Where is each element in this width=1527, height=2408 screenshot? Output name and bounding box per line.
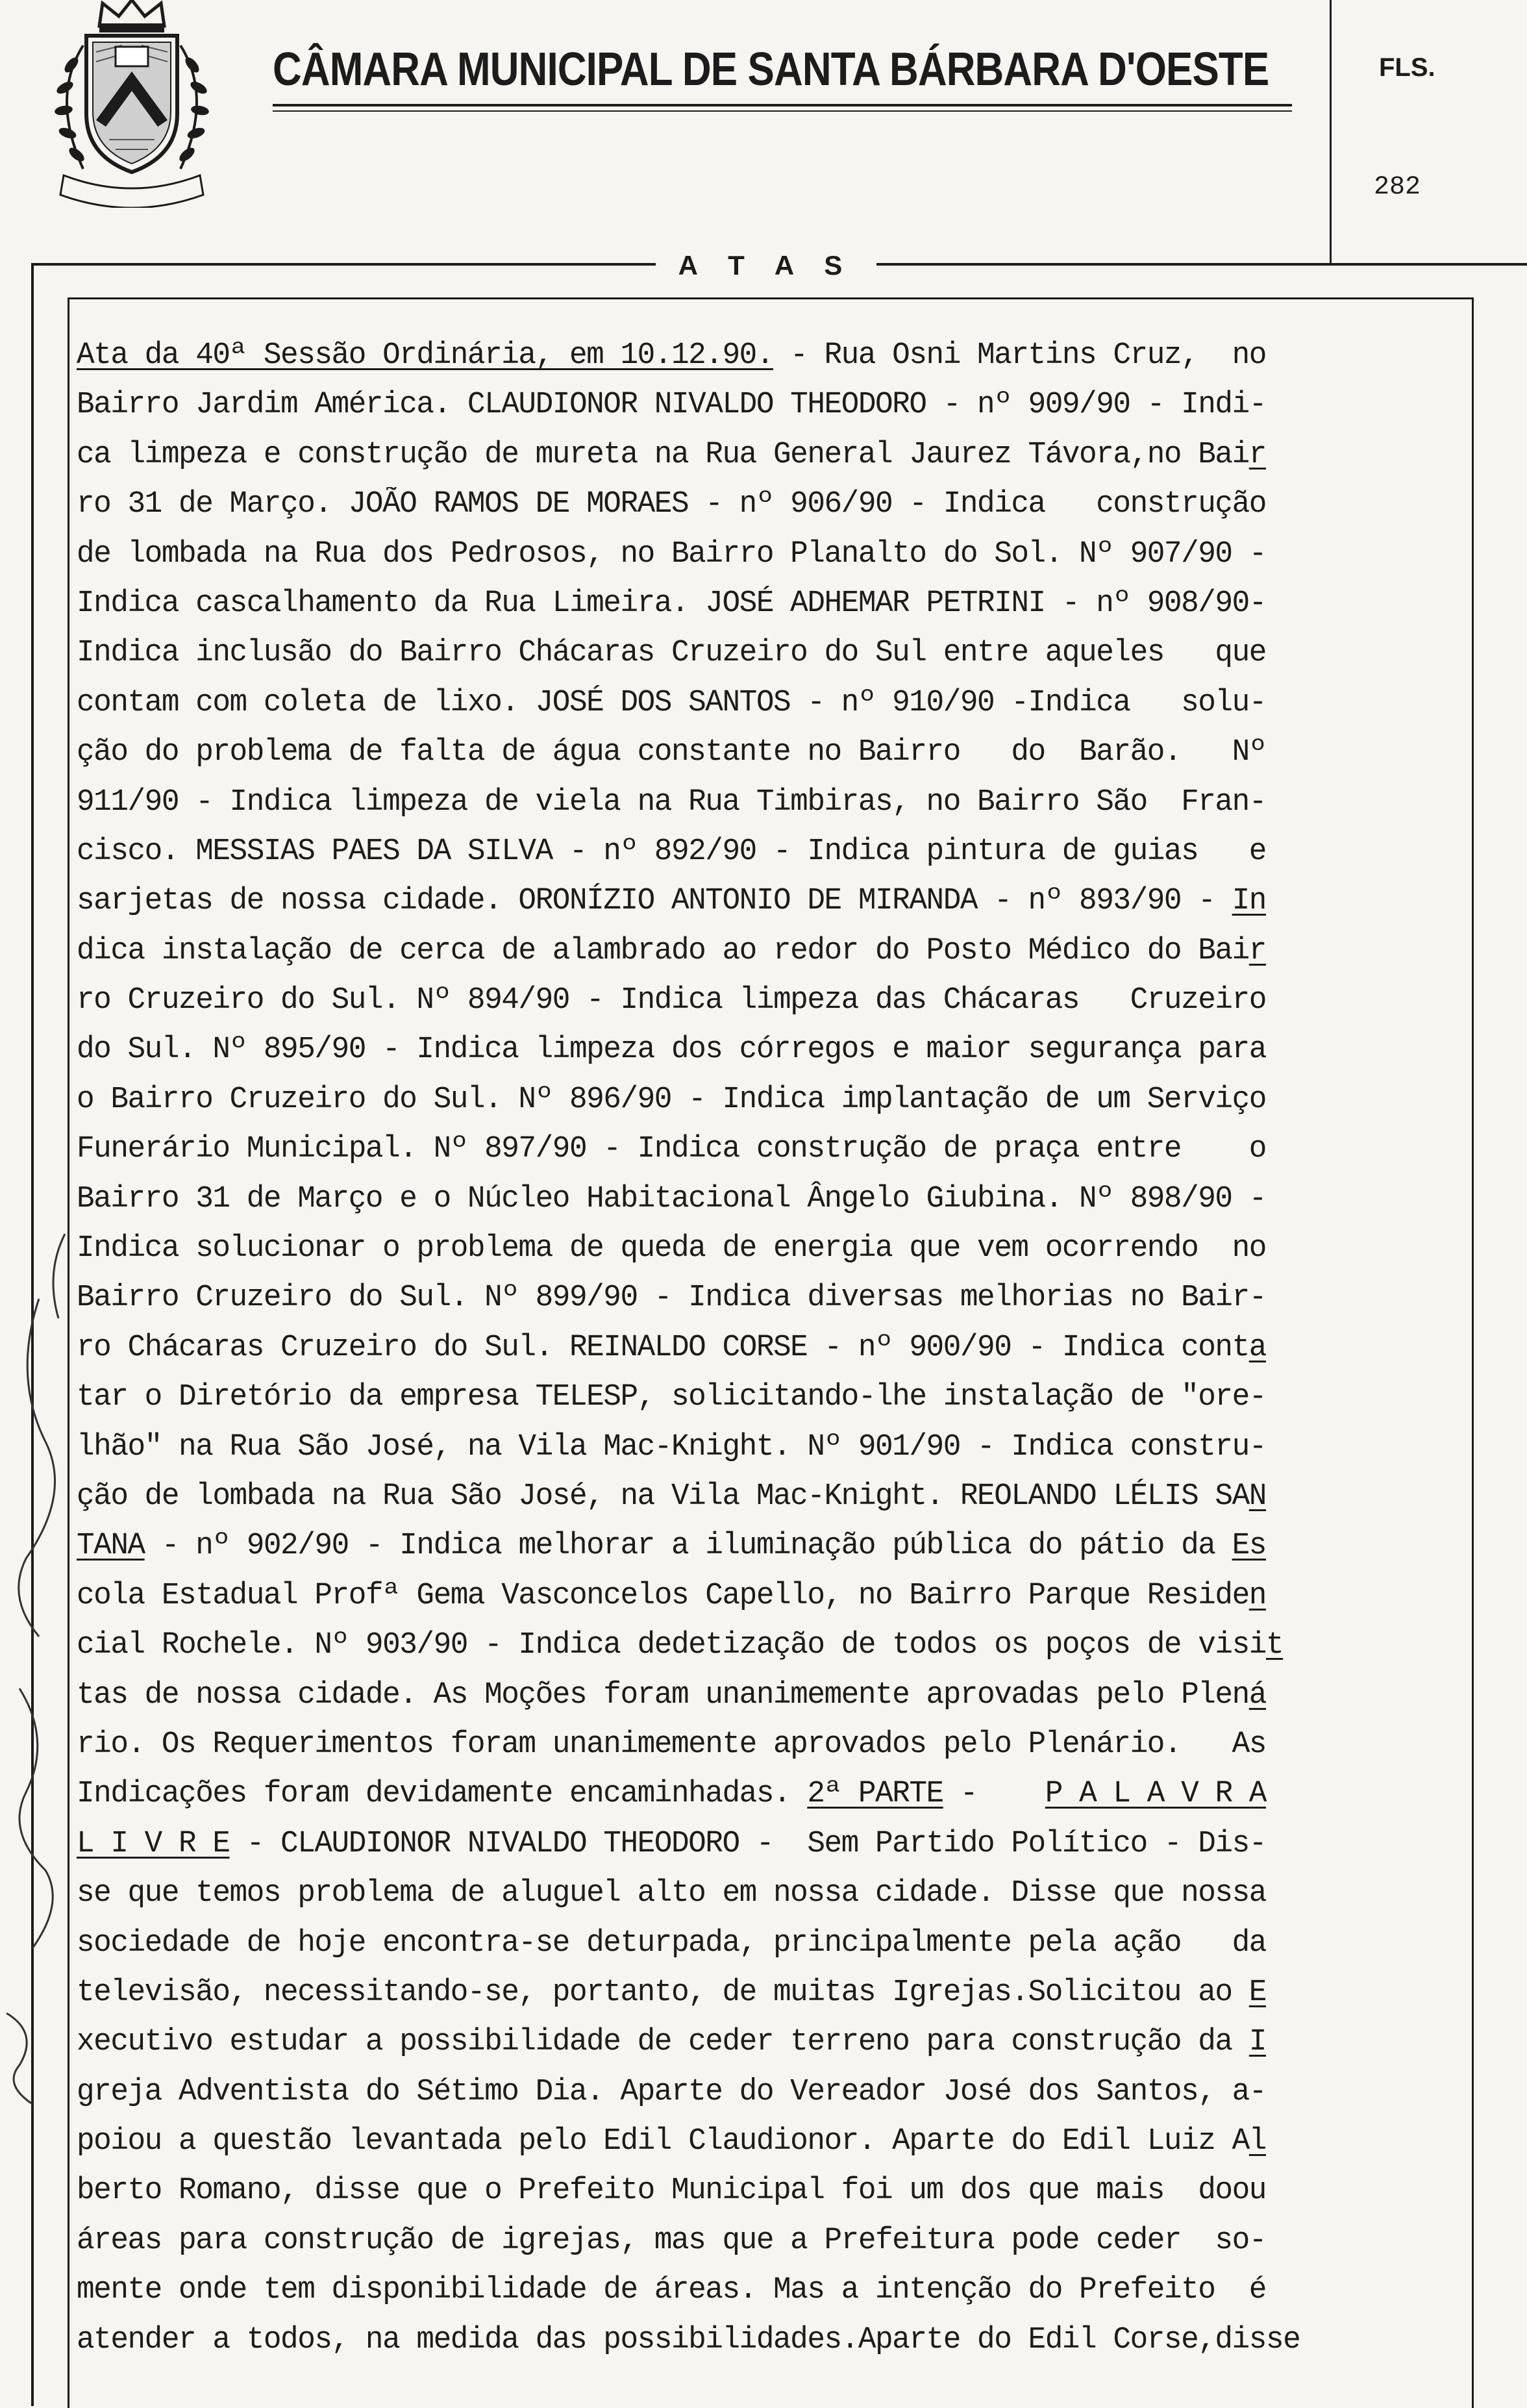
underlined-text: P A L A V R A [1045, 1777, 1266, 1812]
underlined-text: n [1248, 1578, 1266, 1613]
underlined-text: TANA [77, 1529, 145, 1564]
text-segment: - CLAUDIONOR NIVALDO THEODORO - Sem Partido Político - Dis- [229, 1826, 1266, 1861]
text-segment: de lombada na Rua dos Pedrosos, no Bairro Planalto do Sol. Nº 907/90 - [77, 536, 1266, 571]
text-segment: Bairro Jardim América. CLAUDIONOR NIVALDO THEODORO - nº 909/90 - Indi- [77, 388, 1266, 423]
heading-rule-thin [273, 110, 1292, 112]
text-line [77, 579, 1445, 629]
text-line [77, 1621, 1445, 1670]
text-line [77, 1919, 1445, 1968]
text-segment: 911/90 - Indica limpeza de viela na Rua Timbiras, no Bairro São Fran- [77, 784, 1266, 820]
text-line [77, 2166, 1445, 2216]
fls-label: FLS. [1379, 53, 1435, 82]
text-segment: Indica cascalhamento da Rua Limeira. JOSÉ ADHEMAR PETRINI - nº 908/90- [77, 586, 1266, 621]
text-line [77, 927, 1445, 976]
text-segment: Bairro Cruzeiro do Sul. Nº 899/90 - Indica diversas melhorias no Bair- [77, 1281, 1266, 1316]
underlined-text: I [1248, 2025, 1266, 2060]
text-segment: se que temos problema de aluguel alto em nossa cidade. Disse que nossa [77, 1876, 1266, 1911]
text-line [77, 2018, 1445, 2067]
text-line [77, 728, 1445, 777]
text-line [77, 480, 1445, 529]
text-line [77, 1770, 1445, 1819]
page-number: 282 [1374, 173, 1421, 202]
text-line [77, 1323, 1445, 1373]
text-segment: ro Chácaras Cruzeiro do Sul. REINALDO CORSE - nº 900/90 - Indica cont [77, 1330, 1249, 1365]
text-segment: o Bairro Cruzeiro do Sul. Nº 896/90 - Indica implantação de um Serviço [77, 1082, 1266, 1117]
underlined-text: In [1232, 884, 1266, 919]
text-segment: - nº 902/90 - Indica melhorar a iluminação pública do pátio da [144, 1529, 1232, 1564]
text-segment: - [943, 1777, 1045, 1812]
text-line [77, 1720, 1445, 1770]
underlined-text: á [1248, 1677, 1266, 1712]
text-line [77, 827, 1445, 877]
heading-rule [273, 104, 1292, 107]
text-segment: Indica inclusão do Bairro Chácaras Cruzeiro do Sul entre aqueles que [77, 636, 1266, 671]
text-segment: cial Rochele. Nº 903/90 - Indica dedetização de todos os poços de visi [77, 1628, 1266, 1663]
text-line [77, 976, 1445, 1025]
underlined-text: L I V R E [77, 1826, 230, 1861]
text-segment: tas de nossa cidade. As Moções foram unanimemente aprovadas pelo Plen [77, 1677, 1249, 1712]
header-divider [1330, 0, 1332, 263]
text-segment: ção do problema de falta de água constante no Bairro do Barão. Nº [77, 735, 1266, 770]
text-line [77, 1025, 1445, 1075]
text-line [77, 331, 1445, 381]
underlined-text: Ata da 40ª Sessão Ordinária, em 10.12.90. [77, 338, 773, 373]
text-segment: Bairro 31 de Março e o Núcleo Habitacional Ângelo Giubina. Nº 898/90 - [77, 1181, 1266, 1216]
text-segment: dica instalação de cerca de alambrado ao redor do Posto Médico do Bai [77, 933, 1249, 968]
text-segment: atender a todos, na medida das possibilidades.Aparte do Edil Corse,disse [77, 2322, 1300, 2357]
text-segment: - Rua Osni Martins Cruz, no [773, 338, 1266, 373]
text-segment: ção de lombada na Rua São José, na Vila Mac-Knight. REOLANDO LÉLIS SA [77, 1479, 1249, 1514]
underlined-text: 2ª PARTE [807, 1777, 943, 1812]
text-line [77, 431, 1445, 480]
text-segment: poiou a questão levantada pelo Edil Claudionor. Aparte do Edil Luiz A [77, 2124, 1249, 2159]
text-line [77, 2068, 1445, 2117]
text-line [77, 1572, 1445, 1621]
text-line [77, 1968, 1445, 2018]
text-segment: televisão, necessitando-se, portanto, de muitas Igrejas.Solicitou ao [77, 1975, 1249, 2010]
text-segment: cisco. MESSIAS PAES DA SILVA - nº 892/90 - Indica pintura de guias e [77, 834, 1266, 869]
section-title: A T A S [656, 249, 876, 282]
underlined-text: r [1248, 437, 1266, 472]
text-segment: Indica solucionar o problema de queda de energia que vem ocorrendo no [77, 1231, 1266, 1266]
text-segment: sociedade de hoje encontra-se deturpada, principalmente pela ação da [77, 1925, 1266, 1961]
text-line [77, 381, 1445, 430]
text-line [77, 2266, 1445, 2315]
text-segment: Indicações foram devidamente encaminhadas. [77, 1777, 808, 1812]
municipal-crest-icon [38, 0, 226, 208]
page-heading: CÂMARA MUNICIPAL DE SANTA BÁRBARA D'OESTE [273, 44, 1269, 95]
text-line [77, 2216, 1445, 2266]
text-line [77, 1373, 1445, 1422]
text-segment: greja Adventista do Sétimo Dia. Aparte do Vereador José dos Santos, a- [77, 2074, 1266, 2109]
text-line [77, 629, 1445, 678]
minutes-text [77, 331, 1472, 2365]
text-segment: tar o Diretório da empresa TELESP, solicitando-lhe instalação de "ore- [77, 1380, 1266, 1415]
text-segment: rio. Os Requerimentos foram unanimemente aprovados pelo Plenário. As [77, 1727, 1266, 1762]
text-segment: mente onde tem disponibilidade de áreas. Mas a intenção do Prefeito é [77, 2273, 1266, 2308]
text-segment: do Sul. Nº 895/90 - Indica limpeza dos córregos e maior segurança para [77, 1033, 1266, 1068]
text-segment: ro Cruzeiro do Sul. Nº 894/90 - Indica limpeza das Chácaras Cruzeiro [77, 983, 1266, 1018]
text-line [77, 1175, 1445, 1224]
text-line [77, 1869, 1445, 1918]
text-line [77, 1075, 1445, 1125]
text-line [77, 1472, 1445, 1522]
text-segment: sarjetas de nossa cidade. ORONÍZIO ANTONIO DE MIRANDA - nº 893/90 - [77, 884, 1232, 919]
text-segment: xecutivo estudar a possibilidade de ceder terreno para construção da [77, 2025, 1249, 2060]
text-line [77, 2316, 1445, 2365]
underlined-text: N [1248, 1479, 1266, 1514]
underlined-text: r [1248, 933, 1266, 968]
text-segment: contam com coleta de lixo. JOSÉ DOS SANTOS - nº 910/90 -Indica solu- [77, 685, 1266, 720]
text-line [77, 1522, 1445, 1571]
text-segment: Funerário Municipal. Nº 897/90 - Indica construção de praça entre o [77, 1132, 1266, 1167]
text-line [77, 778, 1445, 827]
text-line [77, 530, 1445, 579]
text-line [77, 2117, 1445, 2166]
text-segment: ro 31 de Março. JOÃO RAMOS DE MORAES - nº 906/90 - Indica construção [77, 487, 1266, 522]
text-line [77, 1125, 1445, 1174]
text-segment: ca limpeza e construção de mureta na Rua General Jaurez Távora,no Bai [77, 437, 1249, 472]
text-segment: cola Estadual Profª Gema Vasconcelos Capello, no Bairro Parque Reside [77, 1578, 1249, 1613]
text-line [77, 877, 1445, 926]
handwritten-signature-icon [0, 1104, 78, 2376]
underlined-text: Es [1232, 1529, 1266, 1564]
text-line [77, 679, 1445, 728]
text-segment: lhão" na Rua São José, na Vila Mac-Knight. Nº 901/90 - Indica constru- [77, 1429, 1266, 1464]
text-line [77, 1820, 1445, 1869]
text-line [77, 1671, 1445, 1720]
underlined-text: l [1248, 2124, 1266, 2159]
text-line [77, 1423, 1445, 1472]
text-segment: berto Romano, disse que o Prefeito Municipal foi um dos que mais doou [77, 2174, 1266, 2209]
underlined-text: E [1248, 1975, 1266, 2010]
text-segment: áreas para construção de igrejas, mas que a Prefeitura pode ceder so- [77, 2223, 1266, 2258]
underlined-text: t [1265, 1628, 1284, 1663]
underlined-text: a [1248, 1330, 1266, 1365]
text-line [77, 1224, 1445, 1273]
text-line [77, 1273, 1445, 1323]
